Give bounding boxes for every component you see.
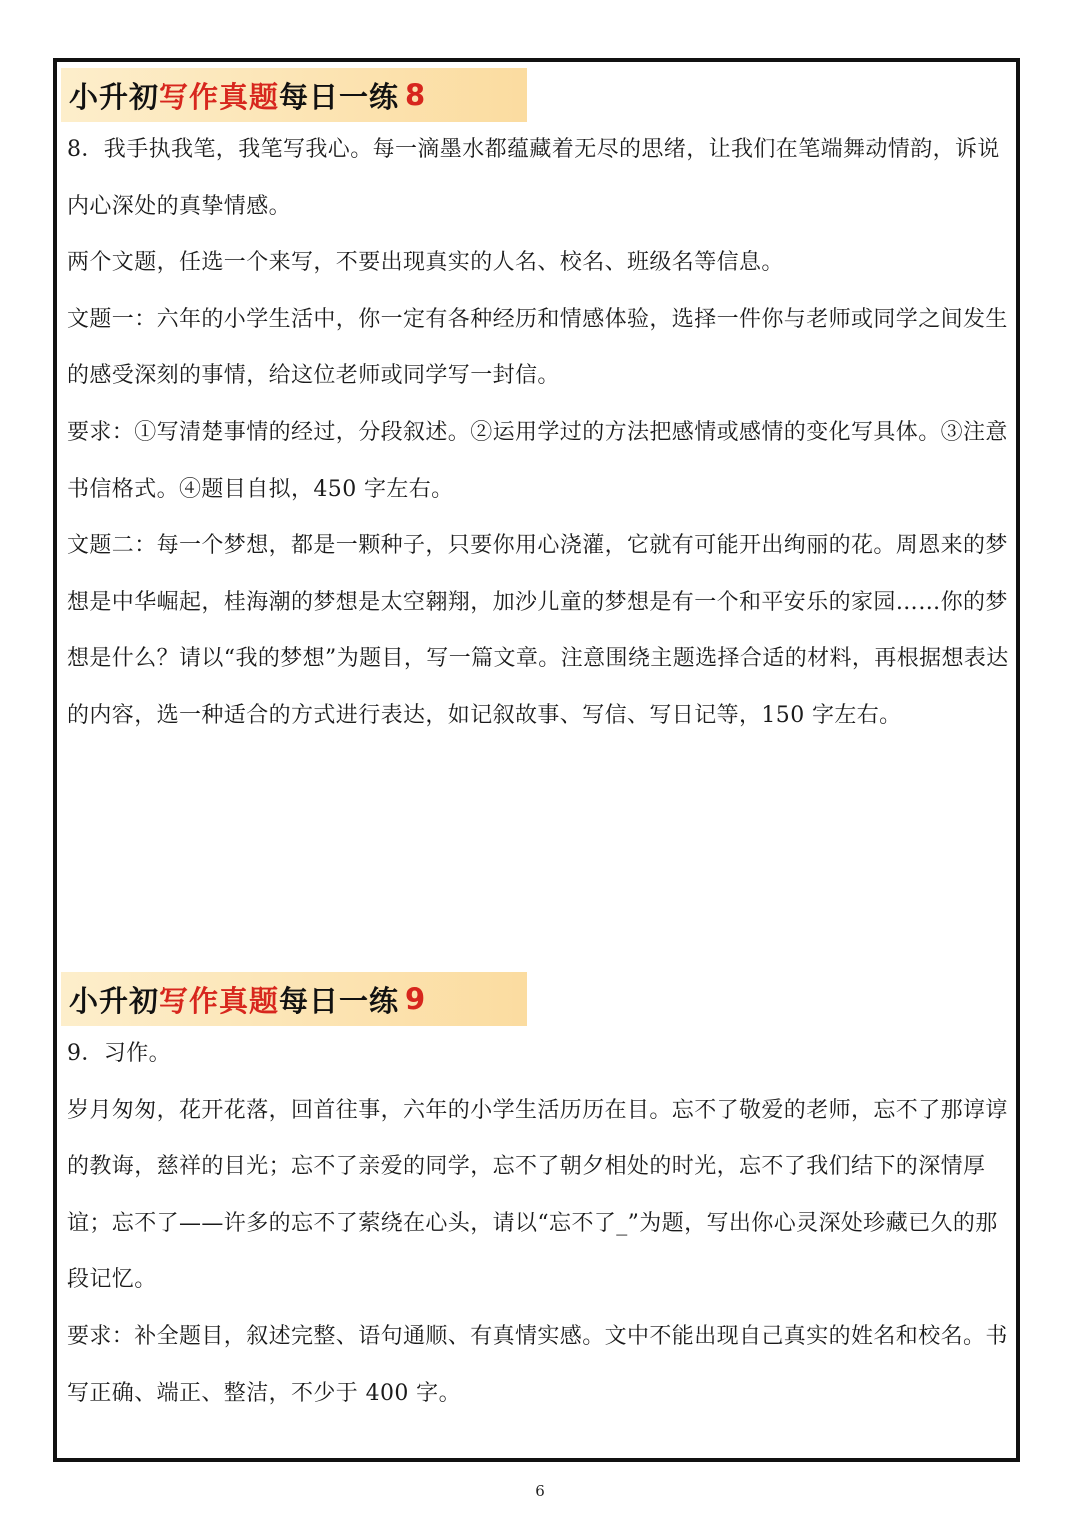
exercise-8-title [61,68,527,122]
paragraph: 岁月匆匆，花开花落，回首往事，六年的小学生活历历在目。忘不了敬爱的老师，忘不了那谆谆的教诲，慈祥的目光；忘不了亲爱的同学，忘不了朝夕相处的时光，忘不了我们结下的深情厚谊；忘不了——许多的忘不了萦绕在心头，请以“忘不了_”为题，写出你心灵深处珍藏已久的那段记忆。 [67,1097,1008,1293]
exercise-8-content [61,122,1012,745]
exercise-9-title [61,972,527,1026]
title-highlight: 写作真题 [159,983,280,1018]
title-prefix: 小升初 [69,983,160,1018]
page-number: 6 [535,1482,545,1500]
exercise-9-content [61,1026,1012,1422]
exercise-8-section [61,68,1012,745]
paragraph: 文题二：每一个梦想，都是一颗种子，只要你用心浇灌，它就有可能开出绚丽的花。周恩来的梦想是中华崛起，桂海潮的梦想是太空翱翔，加沙儿童的梦想是有一个和平安乐的家园……你的梦想是什么？请以“我的梦想”为题目，写一篇文章。注意围绕主题选择合适的材料，再根据想表达的内容，选一种适合的方式进行表达，如记叙故事、写信、写日记等，150 字左右。 [67,533,1009,728]
paragraph: 两个文题，任选一个来写，不要出现真实的人名、校名、班级名等信息。 [67,250,784,276]
title-number: 8 [405,78,427,112]
title-number: 9 [405,982,427,1016]
title-suffix: 每日一练 [279,79,400,114]
paragraph: 文题一：六年的小学生活中，你一定有各种经历和情感体验，选择一件你与老师或同学之间发生的感受深刻的事情，给这位老师或同学写一封信。 [67,306,1008,389]
paragraph: 要求：①写清楚事情的经过，分段叙述。②运用学过的方法把感情或感情的变化写具体。③注意书信格式。④题目自拟，450 字左右。 [67,419,1008,502]
page-frame [53,58,1020,1462]
paragraph: 9．习作。 [67,1041,171,1066]
paragraph: 要求：补全题目，叙述完整、语句通顺、有真情实感。文中不能出现自己真实的姓名和校名。书写正确、端正、整洁，不少于 400 字。 [67,1323,1008,1406]
paragraph: 8．我手执我笔，我笔写我心。每一滴墨水都蕴藏着无尽的思绪，让我们在笔端舞动情韵，诉说内心深处的真挚情感。 [67,137,1000,219]
title-highlight: 写作真题 [159,79,280,114]
exercise-9-section [61,972,1012,1422]
title-suffix: 每日一练 [279,983,400,1018]
title-prefix: 小升初 [69,79,160,114]
